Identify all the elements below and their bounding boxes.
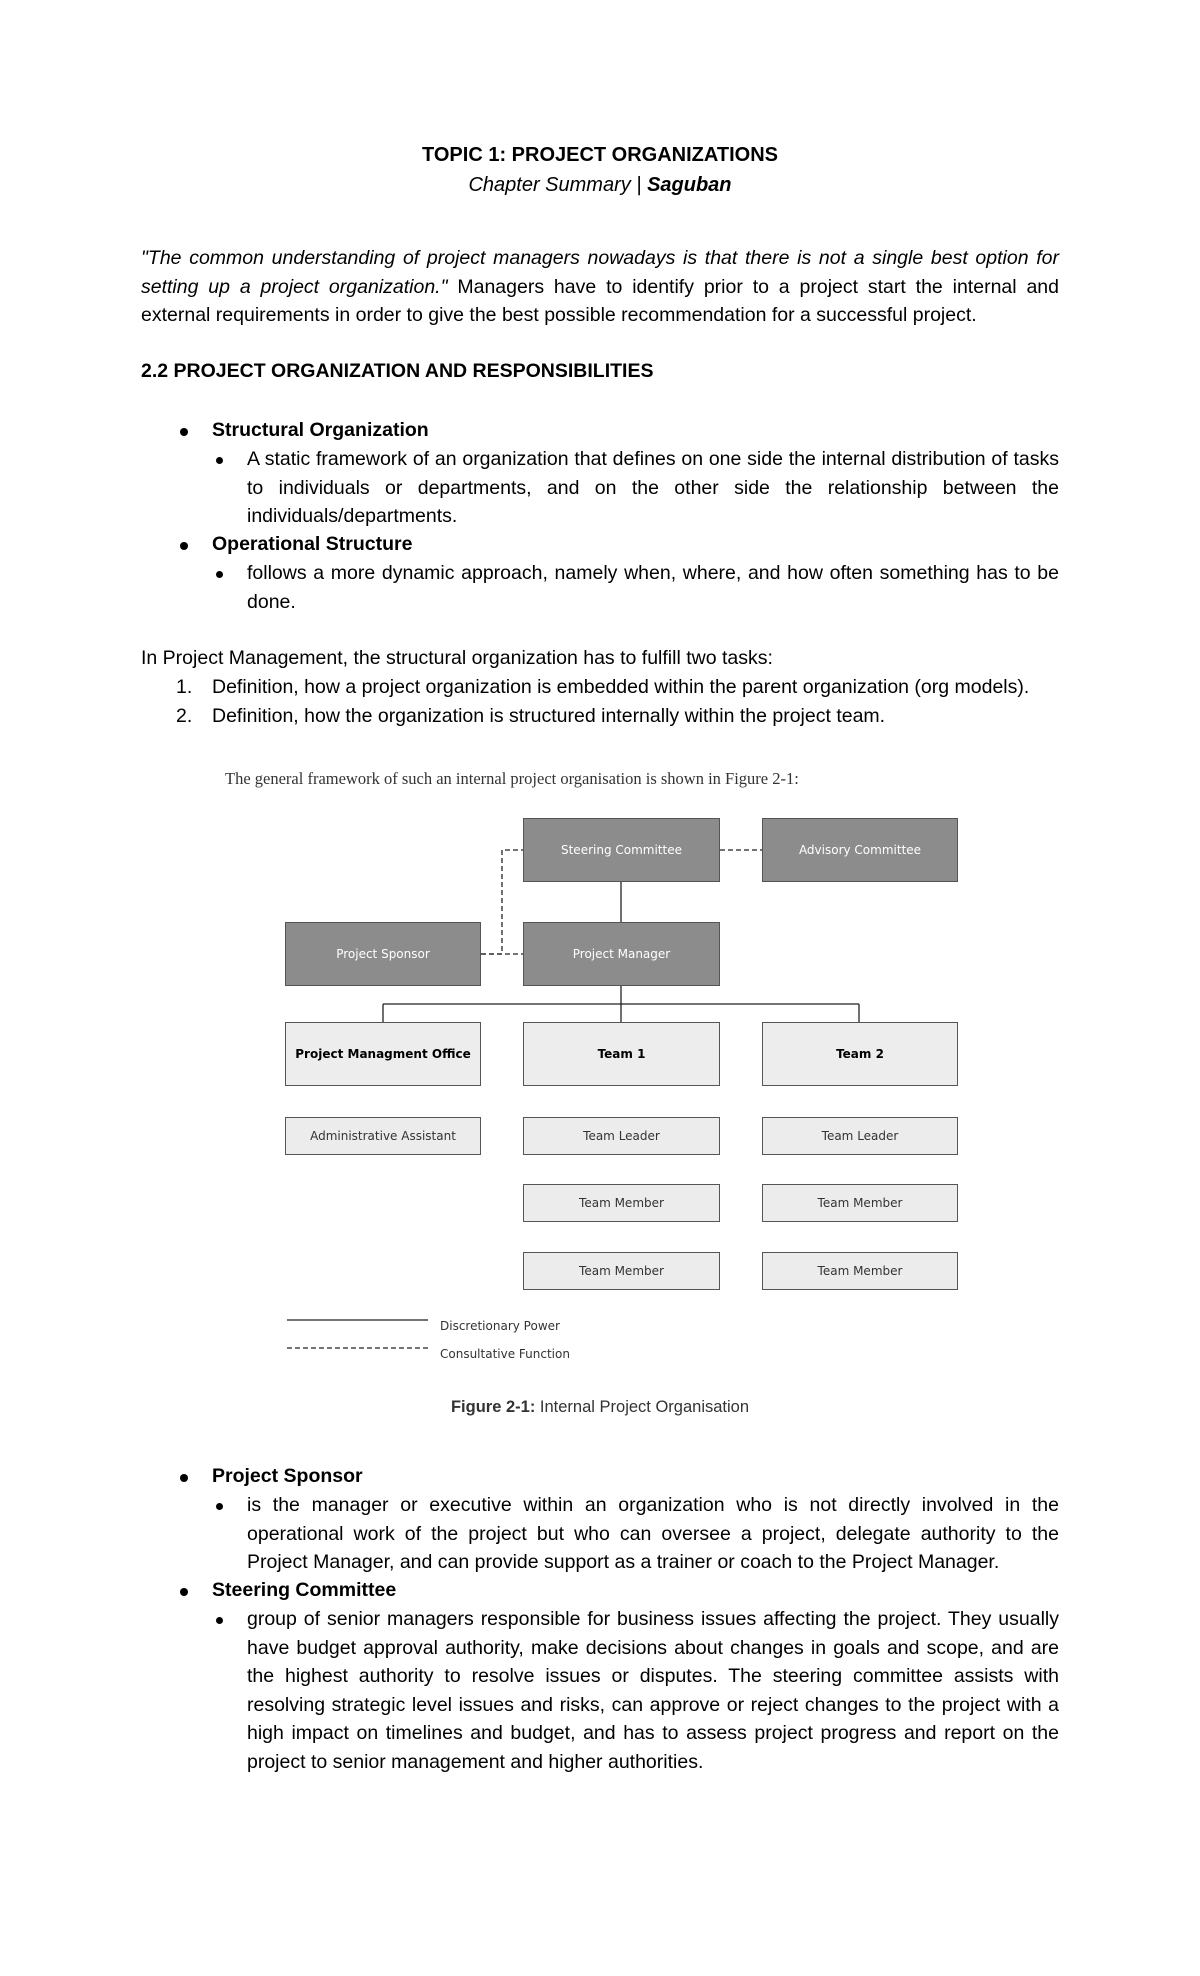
- bullet-dot: [180, 1588, 188, 1596]
- task-number: 1.: [176, 676, 193, 698]
- pmo-box: Project Managment Office: [285, 1022, 481, 1086]
- subtitle-author: Saguban: [647, 174, 732, 196]
- team1-box: Team 1: [523, 1022, 720, 1086]
- dashed-connector: [481, 850, 523, 954]
- subtitle-prefix: Chapter Summary |: [468, 174, 648, 196]
- figure-intro: The general framework of such an internal project organisation is shown in Figure 2-1:: [225, 769, 799, 788]
- sub-bullet-dot: [216, 1503, 223, 1510]
- intro-text: Managers have to identify prior to a project start the internal and external requirements in order to give the best possible recommendation for a successful project.: [141, 275, 1059, 327]
- caption-text: Internal Project Organisation: [535, 1398, 750, 1416]
- task-number: 2.: [176, 705, 193, 727]
- role-description: group of senior managers responsible for business issues affecting the project. They usually have budget approval authority, make decisions about changes in goals and scope, and are the highest authority to resolve issues or disputes. The steering committee assists with resolving strategic level issues and risks, can approve or reject changes to the project with a high impact on timelines and budget, and has to assess project progress and report on the project to senior management and higher authorities.: [247, 1608, 1059, 1773]
- structure-label: Operational Structure: [212, 533, 413, 555]
- task-text: Definition, how a project organization is embedded within the parent organization (org models).: [212, 676, 1030, 698]
- steering-committee-box: Steering Committee: [523, 818, 720, 882]
- team1-member-box: Team Member: [523, 1252, 720, 1290]
- figure-caption: [0, 1398, 1200, 1417]
- sub-bullet-dot: [216, 1617, 223, 1624]
- legend-dashed-label: Consultative Function: [440, 1347, 570, 1361]
- structure-description: A static framework of an organization that defines on one side the internal distribution of tasks to individuals or departments, and on the other side the relationship between the individuals/departments.: [247, 448, 1059, 528]
- advisory-committee-box: Advisory Committee: [762, 818, 958, 882]
- project-sponsor-box: Project Sponsor: [285, 922, 481, 986]
- project-manager-box: Project Manager: [523, 922, 720, 986]
- team1-member-box: Team Member: [523, 1184, 720, 1222]
- task-text: Definition, how the organization is structured internally within the project team.: [212, 705, 886, 727]
- admin-assistant-box: Administrative Assistant: [285, 1117, 481, 1155]
- legend-solid-label: Discretionary Power: [440, 1319, 560, 1333]
- section-heading: 2.2 PROJECT ORGANIZATION AND RESPONSIBILITIES: [141, 360, 654, 382]
- intro-quote: "The common understanding of project managers nowadays is that there is not a single best option for setting up a project organization.": [141, 247, 1059, 298]
- structure-label: Structural Organization: [212, 419, 429, 441]
- role-label: Project Sponsor: [212, 1465, 363, 1487]
- team2-leader-box: Team Leader: [762, 1117, 958, 1155]
- team1-leader-box: Team Leader: [523, 1117, 720, 1155]
- page-title: TOPIC 1: PROJECT ORGANIZATIONS: [422, 144, 778, 166]
- caption-label: Figure 2-1:: [450, 1398, 536, 1416]
- team2-member-box: Team Member: [762, 1184, 958, 1222]
- team2-member-box: Team Member: [762, 1252, 958, 1290]
- team2-box: Team 2: [762, 1022, 958, 1086]
- role-description: is the manager or executive within an organization who is not directly involved in the operational work of the project but who can oversee a project, delegate authority to the Project Manager, and can provide support as a trainer or coach to the Project Manager.: [247, 1494, 1059, 1574]
- tasks-lead: In Project Management, the structural organization has to fulfill two tasks:: [141, 647, 773, 669]
- bullet-dot: [180, 1474, 188, 1482]
- role-label: Steering Committee: [212, 1579, 397, 1601]
- structure-description: follows a more dynamic approach, namely when, where, and how often something has to be done.: [247, 562, 1059, 613]
